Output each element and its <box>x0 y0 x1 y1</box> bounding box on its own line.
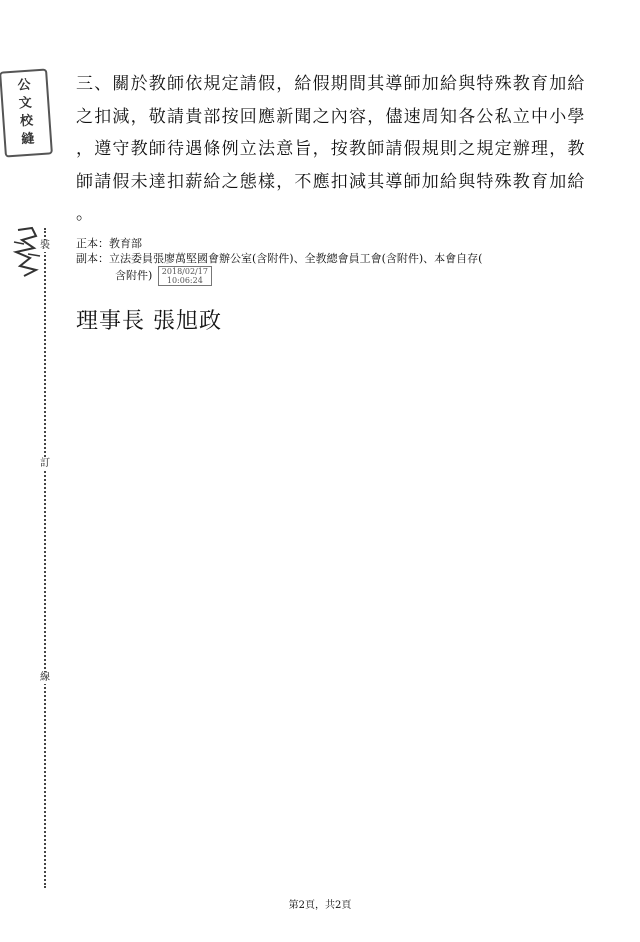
primary-recipient-row <box>76 236 482 251</box>
primary-label: 正本： <box>76 237 109 250</box>
seal-char: 文 <box>18 95 33 112</box>
copy-recipient-row <box>76 251 482 266</box>
recipients-block <box>76 236 482 286</box>
handwritten-signature-mark <box>10 226 44 286</box>
seal-char: 縫 <box>20 131 35 148</box>
binding-line <box>44 228 46 888</box>
primary-recipient: 教育部 <box>109 237 142 250</box>
stamp-date: 2018/02/17 <box>161 267 208 276</box>
copy-recipients: 立法委員張廖萬堅國會辦公室(含附件)、全教總會員工會(含附件)、本會自存( <box>109 252 483 265</box>
paragraph-line: 之扣減，敬請貴部按回應新聞之內容，儘速周知各公私立中小學 <box>76 106 586 127</box>
exchange-timestamp-stamp <box>158 266 212 286</box>
paragraph-line: 三、關於教師依規定請假，給假期間其導師加給與特殊教育加給 <box>76 74 586 94</box>
binding-label-staple: 訂 <box>40 458 50 469</box>
paragraph-line: ，遵守教師待遇條例立法意旨，按教師請假規則之規定辦理，教 <box>76 139 586 159</box>
seal-char: 公 <box>17 77 32 94</box>
body-paragraph <box>76 68 586 231</box>
cross-page-seal <box>0 68 53 157</box>
paragraph-line: 師請假未達扣薪給之態樣，不應扣減其導師加給與特殊教育加給 <box>76 171 586 192</box>
stamp-time: 10:06:24 <box>166 276 203 285</box>
signer-name: 理事長 張旭政 <box>76 309 222 334</box>
paragraph-line: 。 <box>76 204 95 224</box>
seal-char: 校 <box>19 113 34 130</box>
binding-label-line: 線 <box>40 672 50 683</box>
copy-label: 副本： <box>76 252 109 265</box>
copy-recipient-row-2 <box>76 266 482 286</box>
copy-recipients-cont: 含附件) <box>115 269 153 282</box>
binding-label-bind: 裝 <box>40 240 50 251</box>
page-number: 第2頁，共2頁 <box>288 900 352 911</box>
